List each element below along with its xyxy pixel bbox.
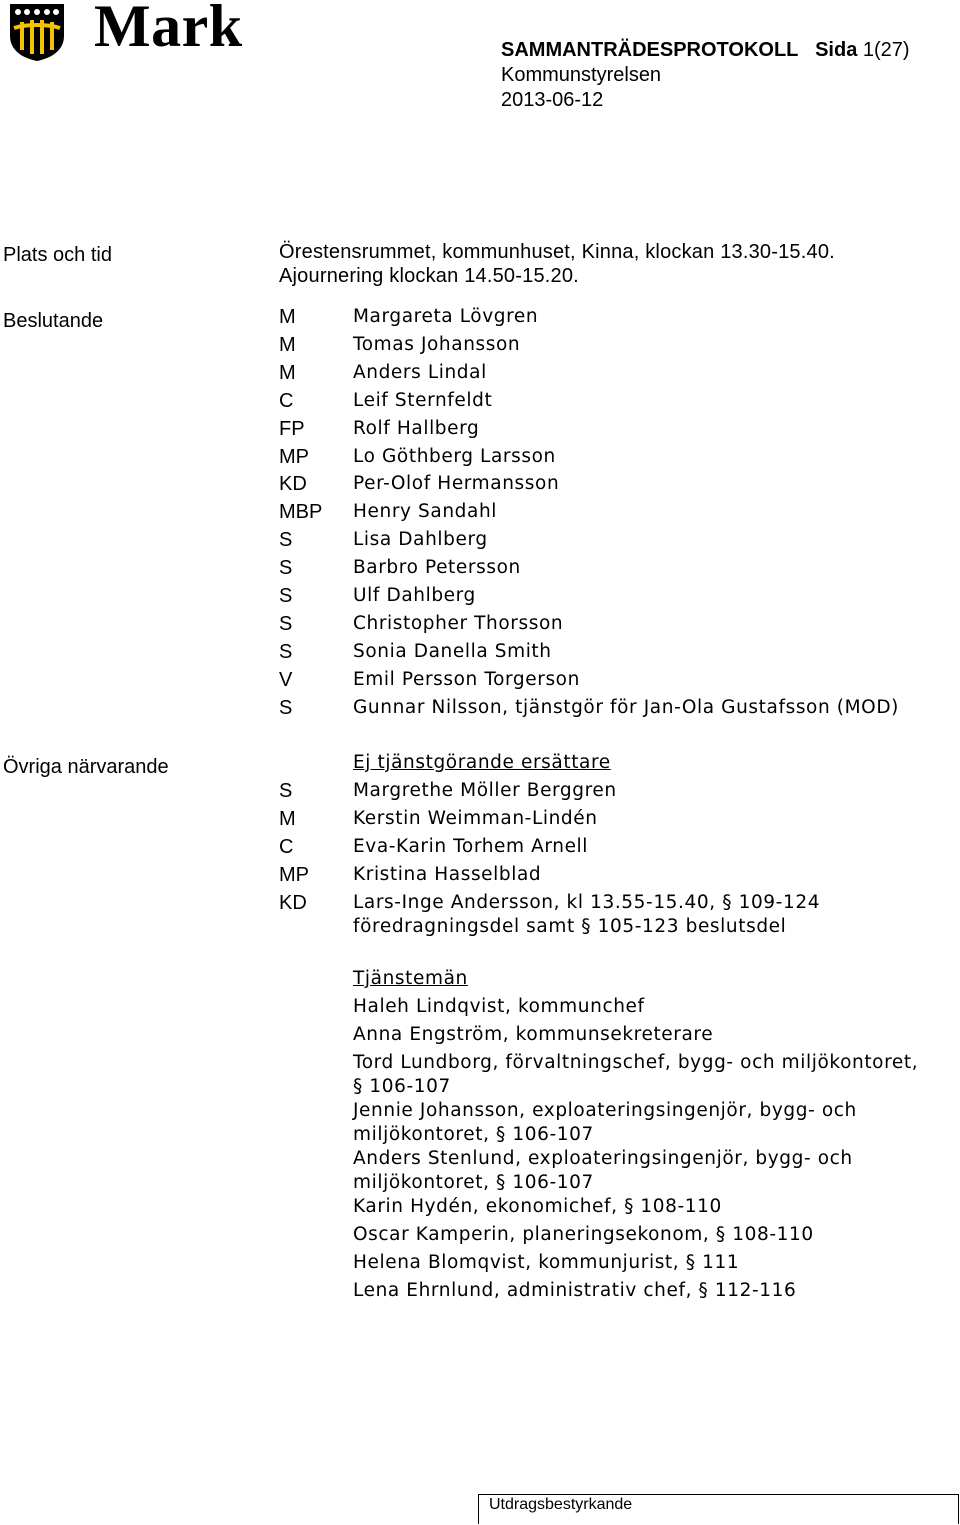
- official-entry: Anna Engström, kommunsekreterare: [353, 1024, 714, 1045]
- place-line-2: Ajournering klockan 14.50-15.20.: [279, 265, 579, 287]
- official-entry: Lena Ehrnlund, administrativ chef, § 112-116: [353, 1280, 797, 1301]
- member-party: KD: [279, 473, 307, 496]
- member-party: M: [279, 333, 296, 356]
- member-name: Leif Sternfeldt: [353, 389, 493, 411]
- meeting-date: 2013-06-12: [501, 89, 604, 111]
- substitute-party: C: [279, 836, 294, 858]
- official-entry: Helena Blomqvist, kommunjurist, § 111: [353, 1252, 740, 1273]
- logo-wordmark: Mark: [94, 0, 243, 59]
- member-party: C: [279, 389, 294, 412]
- substitute-name: Kerstin Weimman-Lindén: [353, 808, 598, 829]
- member-name: Barbro Petersson: [353, 557, 521, 579]
- document-header: [501, 38, 910, 113]
- member-name: Christopher Thorsson: [353, 612, 564, 634]
- municipal-shield-icon: [8, 2, 66, 62]
- member-name: Sonia Danella Smith: [353, 640, 552, 662]
- footer-certification-label: Utdragsbestyrkande: [489, 1496, 633, 1513]
- official-entry-continued: § 106-107: [353, 1076, 451, 1097]
- member-name: Henry Sandahl: [353, 501, 498, 523]
- member-party: MP: [279, 445, 309, 468]
- official-entry: Tord Lundborg, förvaltningschef, bygg- och miljökontoret,: [353, 1052, 919, 1073]
- substitute-party: S: [279, 780, 293, 802]
- official-entry-continued: miljökontoret, § 106-107: [353, 1124, 594, 1145]
- member-party: S: [279, 612, 293, 635]
- member-party: S: [279, 557, 293, 580]
- logo: [8, 0, 268, 66]
- substitute-name-continued: föredragningsdel samt § 105-123 beslutsdel: [353, 916, 787, 937]
- member-party: M: [279, 361, 296, 384]
- substitute-name: Lars-Inge Andersson, kl 13.55-15.40, § 109-124: [353, 892, 821, 913]
- member-party: M: [279, 306, 296, 328]
- member-name: Per-Olof Hermansson: [353, 473, 560, 495]
- footer-divider: [478, 1494, 487, 1524]
- member-party: V: [279, 668, 293, 691]
- member-name: Gunnar Nilsson, tjänstgör för Jan-Ola Gustafsson (MOD): [353, 696, 899, 718]
- others-label: Övriga närvarande: [3, 756, 169, 778]
- member-name: Lisa Dahlberg: [353, 529, 488, 551]
- member-name: Margareta Lövgren: [353, 306, 539, 327]
- member-party: S: [279, 529, 293, 552]
- official-entry: Haleh Lindqvist, kommunchef: [353, 996, 645, 1017]
- substitute-party: M: [279, 808, 296, 830]
- substitute-name: Kristina Hasselblad: [353, 864, 542, 885]
- substitute-name: Margrethe Möller Berggren: [353, 780, 617, 801]
- member-party: FP: [279, 417, 305, 440]
- member-party: MBP: [279, 501, 323, 524]
- official-entry: Oscar Kamperin, planeringsekonom, § 108-110: [353, 1224, 814, 1245]
- deciding-label: Beslutande: [3, 310, 104, 332]
- member-name: Rolf Hallberg: [353, 417, 480, 439]
- official-entry-continued: miljökontoret, § 106-107: [353, 1172, 594, 1193]
- substitute-party: MP: [279, 864, 309, 886]
- member-name: Emil Persson Torgerson: [353, 668, 580, 690]
- member-name: Lo Göthberg Larsson: [353, 445, 556, 467]
- substitute-name: Eva-Karin Torhem Arnell: [353, 836, 589, 857]
- officials-heading: Tjänstemän: [353, 968, 468, 989]
- official-entry: Jennie Johansson, exploateringsingenjör, bygg- och: [353, 1100, 857, 1121]
- substitute-party: KD: [279, 892, 307, 914]
- place-line-1: Örestensrummet, kommunhuset, Kinna, klockan 13.30-15.40.: [279, 241, 835, 263]
- committee-name: Kommunstyrelsen: [501, 64, 662, 86]
- member-name: Tomas Johansson: [353, 333, 521, 355]
- place-label: Plats och tid: [3, 244, 112, 266]
- official-entry: Anders Stenlund, exploateringsingenjör, bygg- och: [353, 1148, 853, 1169]
- member-name: Ulf Dahlberg: [353, 585, 476, 606]
- official-entry: Karin Hydén, ekonomichef, § 108-110: [353, 1196, 722, 1217]
- page-label: Sida: [815, 39, 858, 61]
- substitutes-heading: Ej tjänstgörande ersättare: [353, 752, 611, 773]
- protocol-title: SAMMANTRÄDESPROTOKOLL: [501, 39, 799, 61]
- member-name: Anders Lindal: [353, 361, 487, 383]
- page-number: 1(27): [862, 39, 910, 61]
- member-party: S: [279, 585, 293, 607]
- member-party: S: [279, 640, 293, 663]
- member-party: S: [279, 696, 293, 719]
